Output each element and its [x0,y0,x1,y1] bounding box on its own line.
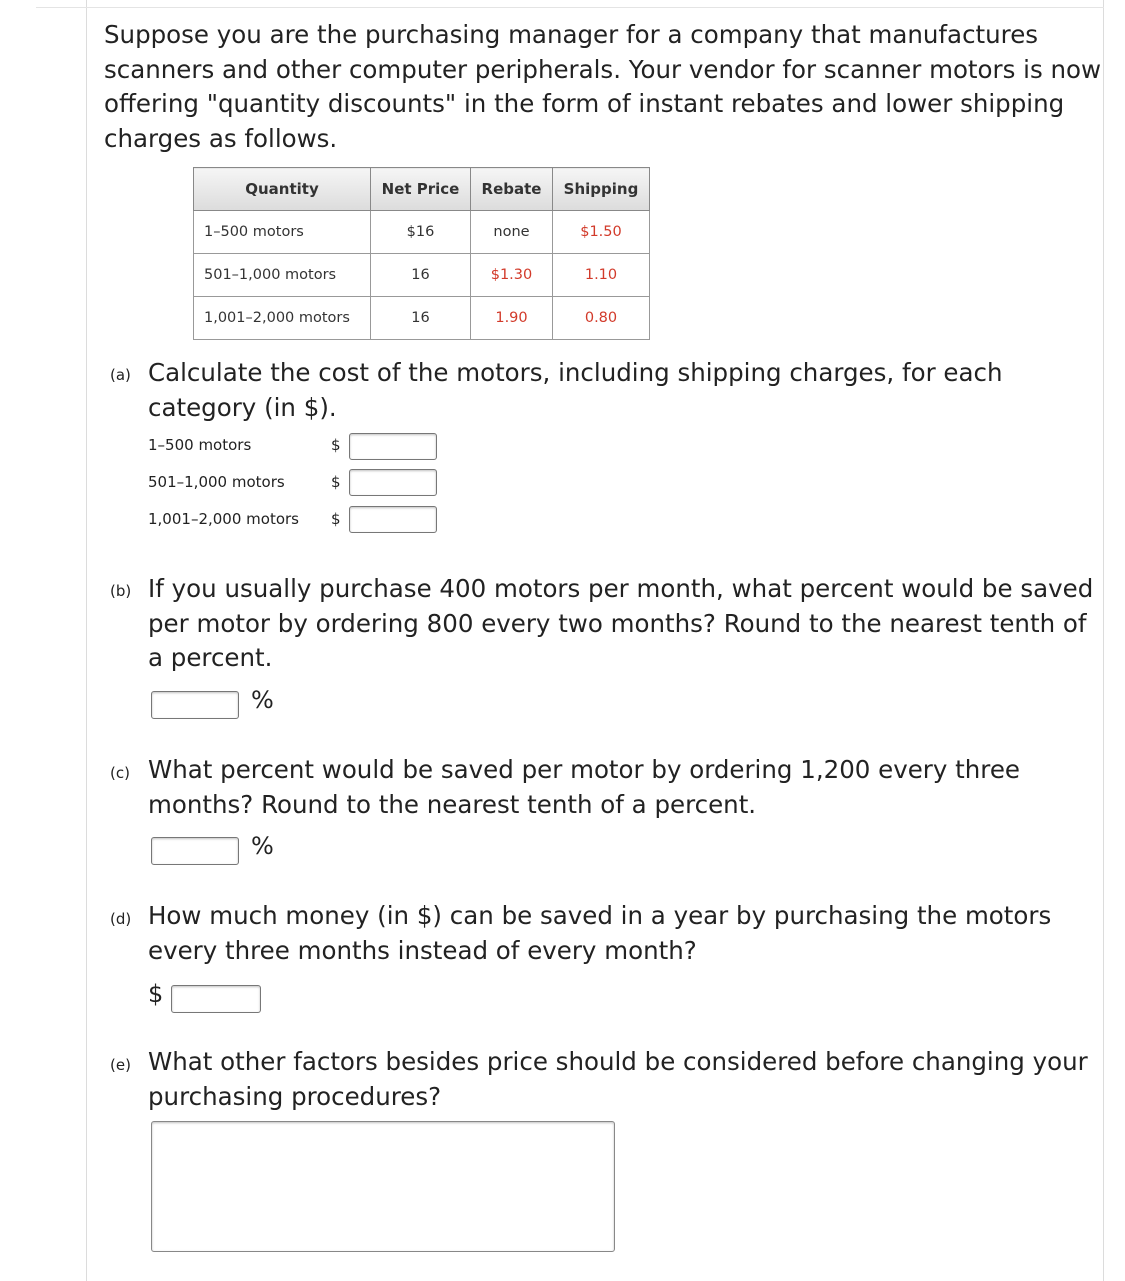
cell-quantity: 1,001–2,000 motors [194,297,371,340]
table-header-row [194,168,650,211]
part-e-answer-textarea[interactable] [151,1121,615,1252]
part-a-row2-unit: $ [331,473,341,491]
top-divider [36,7,1104,8]
header-net-price: Net Price [371,168,471,211]
part-c-percent-input[interactable] [151,837,239,865]
part-d-amount-input[interactable] [171,985,261,1013]
part-a-row1-unit: $ [331,436,341,454]
part-d-question: How much money (in $) can be saved in a year by purchasing the motors every three months instead of every month? [148,901,1052,965]
part-d-dollar-unit: $ [148,980,164,1008]
part-b-percent-input[interactable] [151,691,239,719]
part-a-row3-unit: $ [331,510,341,528]
table-row [194,254,650,297]
part-b-percent-unit: % [251,686,274,714]
part-e-question: What other factors besides price should be considered before changing your purchasing procedures? [148,1047,1088,1111]
part-a-row3-input[interactable] [349,506,437,533]
cell-rebate: 1.90 [471,297,553,340]
header-rebate: Rebate [471,168,553,211]
cell-net-price: $16 [371,211,471,254]
part-a-row3-label: 1,001–2,000 motors [148,510,299,528]
part-d-label: (d) [110,910,132,928]
part-b-label: (b) [110,582,132,600]
part-a-row1-label: 1–500 motors [148,436,252,454]
problem-intro: Suppose you are the purchasing manager for a company that manufactures scanners and other computer peripherals. Your vendor for scanner motors is now offering "quantity discounts" in the form of instant rebates and lower shipping charges as follows. [104,20,1102,153]
part-b-question: If you usually purchase 400 motors per month, what percent would be saved per motor by ordering 800 every two months? Round to the nearest tenth of a percent. [148,574,1094,672]
table-row [194,297,650,340]
cell-rebate: none [471,211,553,254]
cell-shipping: 1.10 [553,254,650,297]
cell-rebate: $1.30 [471,254,553,297]
table-row [194,211,650,254]
part-c-label: (c) [110,764,130,782]
part-a-row1-input[interactable] [349,433,437,460]
part-a-row2-input[interactable] [349,469,437,496]
discount-table [193,167,650,340]
part-a-label: (a) [110,366,131,384]
cell-shipping: $1.50 [553,211,650,254]
part-c-percent-unit: % [251,832,274,860]
cell-shipping: 0.80 [553,297,650,340]
cell-quantity: 1–500 motors [194,211,371,254]
part-a-row2-label: 501–1,000 motors [148,473,285,491]
header-quantity: Quantity [194,168,371,211]
part-e-label: (e) [110,1056,131,1074]
cell-net-price: 16 [371,297,471,340]
part-c-question: What percent would be saved per motor by ordering 1,200 every three months? Round to the nearest tenth of a percent. [148,755,1020,819]
cell-net-price: 16 [371,254,471,297]
part-a-question: Calculate the cost of the motors, including shipping charges, for each category (in $). [148,358,1003,422]
header-shipping: Shipping [553,168,650,211]
cell-quantity: 501–1,000 motors [194,254,371,297]
